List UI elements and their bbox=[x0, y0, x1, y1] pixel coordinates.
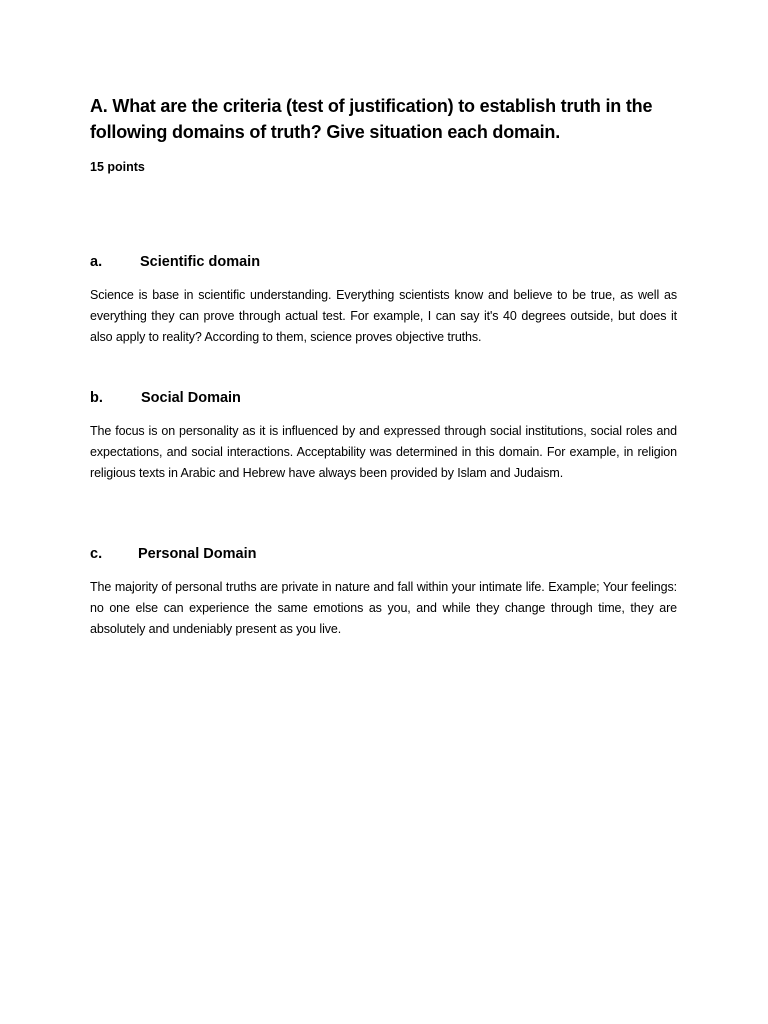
section-title: Social Domain bbox=[141, 390, 241, 406]
section-letter: c. bbox=[90, 546, 103, 562]
section-letter: b. bbox=[90, 390, 103, 406]
section-heading-personal bbox=[90, 546, 256, 562]
section-body-social: The focus is on personality as it is influenced by and expressed through social institutions, social roles and expectations, and social interactions. Acceptability was determined in this domain. For example, in religion religious texts in Arabic and Hebrew have always been provided by Islam and Judaism. bbox=[90, 424, 677, 480]
section-heading-social bbox=[90, 390, 241, 406]
section-title: Scientific domain bbox=[140, 254, 261, 270]
question-heading: A. What are the criteria (test of justification) to establish truth in the following domains of truth? Give situation each domain. bbox=[90, 96, 653, 142]
section-letter: a. bbox=[90, 254, 103, 270]
section-body-scientific: Science is base in scientific understanding. Everything scientists know and believe to be true, as well as everything they can prove through actual test. For example, I can say it's 40 degrees outside, but does it also apply to reality? According to them, science proves objective truths. bbox=[90, 288, 677, 344]
points-label: 15 points bbox=[90, 160, 145, 174]
section-body-personal: The majority of personal truths are private in nature and fall within your intimate life. Example; Your feelings: no one else can experience the same emotions as you, and while they change through time, they are absolutely and undeniably present as you live. bbox=[90, 580, 677, 636]
section-title: Personal Domain bbox=[138, 546, 257, 562]
section-heading-scientific bbox=[90, 254, 260, 270]
